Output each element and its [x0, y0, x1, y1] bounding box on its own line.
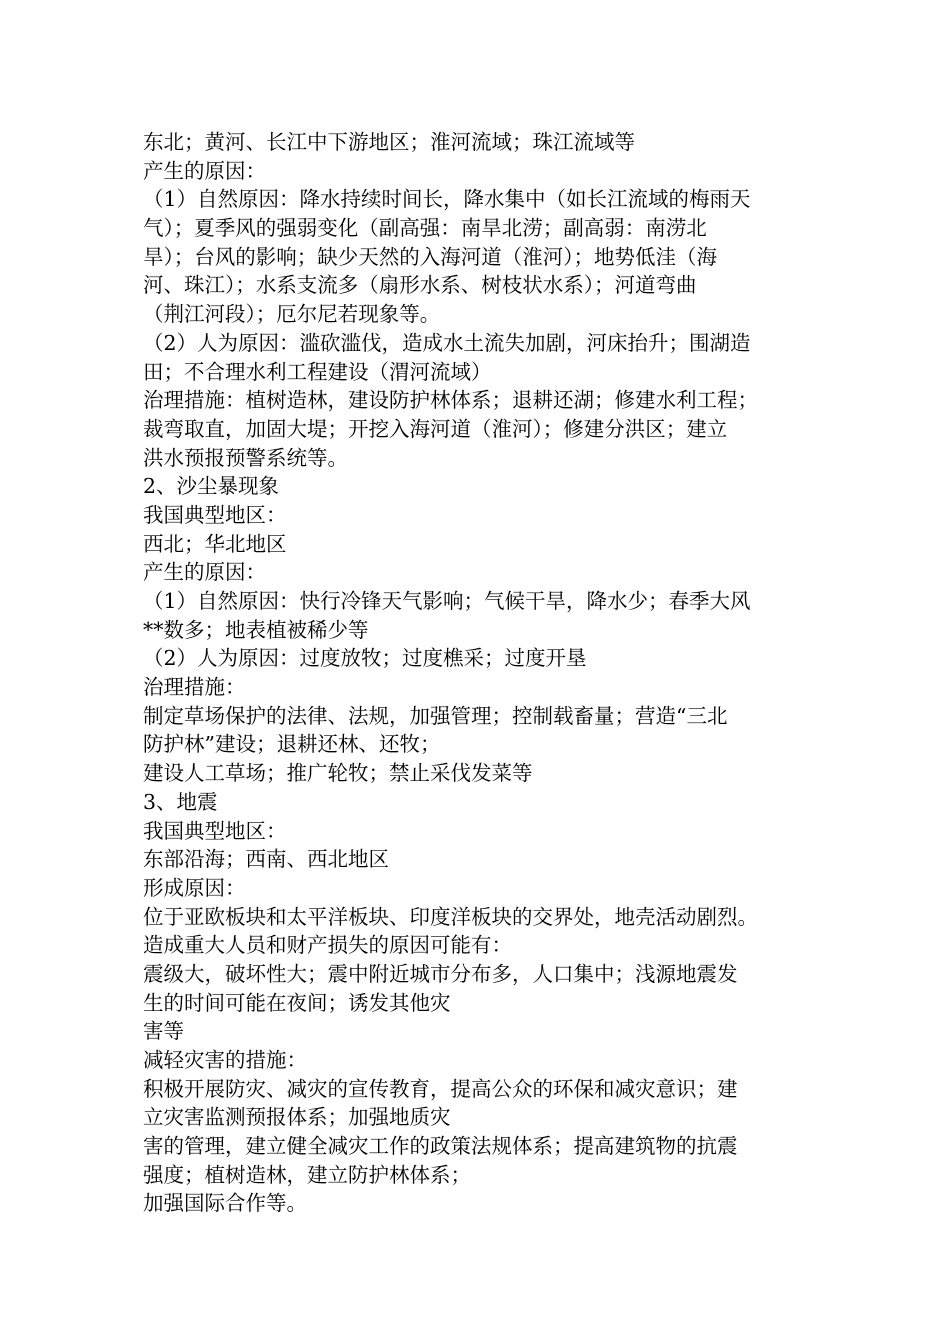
- text-line: 加强国际合作等。: [143, 1191, 307, 1216]
- text-line: 西北；华北地区: [143, 531, 287, 556]
- section-heading: 我国典型地区：: [143, 502, 287, 527]
- text-line: 河、珠江）；水系支流多（扇形水系、树枝状水系）；河道弯曲: [143, 273, 697, 298]
- text-line: 震级大，破坏性大；震中附近城市分布多，人口集中；浅源地震发: [143, 961, 738, 986]
- text-line: 害等: [143, 1019, 184, 1044]
- text-line: 制定草场保护的法律、法规，加强管理；控制载畜量；营造“三北: [143, 703, 728, 728]
- text-line: 裁弯取直，加固大堤；开挖入海河道（淮河）；修建分洪区；建立: [143, 416, 728, 441]
- text-line: 东北；黄河、长江中下游地区；淮河流域；珠江流域等: [143, 130, 635, 154]
- text-line: 建设人工草场；推广轮牧；禁止采伐发菜等: [143, 761, 533, 786]
- text-line: 强度；植树造林，建立防护林体系；: [143, 1162, 471, 1187]
- section-heading: 治理措施：: [143, 675, 246, 700]
- section-heading: 减轻灾害的措施：: [143, 1048, 307, 1072]
- text-line: 位于亚欧板块和太平洋板块、印度洋板块的交界处，地壳活动剧烈。: [143, 904, 758, 929]
- text-line: 积极开展防灾、减灾的宣传教育，提高公众的环保和减灾意识；建: [143, 1076, 738, 1101]
- section-title: 3、地震: [143, 789, 218, 814]
- text-line: （1）自然原因：降水持续时间长，降水集中（如长江流域的梅雨天: [143, 187, 751, 212]
- text-line: （荆江河段）；厄尔尼若现象等。: [143, 302, 441, 327]
- section-heading: 产生的原因：: [143, 158, 266, 183]
- section-heading: 造成重大人员和财产损失的原因可能有：: [143, 933, 512, 958]
- text-line: 立灾害监测预报体系；加强地质灾: [143, 1105, 451, 1130]
- document-body: [143, 128, 813, 1218]
- text-line: （1）自然原因：快行冷锋天气影响；气候干旱，降水少；春季大风: [143, 589, 751, 613]
- text-line: 洪水预报预警系统等。: [143, 445, 348, 470]
- text-line: （2）人为原因：滥砍滥伐，造成水土流失加剧，河床抬升；围湖造: [143, 330, 751, 355]
- text-line: 田；不合理水利工程建设（渭河流域）: [143, 359, 492, 384]
- section-title: 2、沙尘暴现象: [143, 474, 280, 499]
- text-line: 害的管理，建立健全减灾工作的政策法规体系；提高建筑物的抗震: [143, 1134, 738, 1159]
- text-line: **数多；地表植被稀少等: [143, 617, 369, 642]
- text-line: 旱）；台风的影响；缺少天然的入海河道（淮河）；地势低洼（海: [143, 244, 717, 269]
- text-line: 治理措施：植树造林，建设防护林体系；退耕还湖；修建水利工程；: [143, 388, 758, 413]
- text-line: 生的时间可能在夜间；诱发其他灾: [143, 990, 451, 1015]
- section-heading: 产生的原因：: [143, 560, 266, 585]
- text-line: 气）；夏季风的强弱变化（副高强：南旱北涝；副高弱：南涝北: [143, 216, 707, 241]
- text-line: 东部沿海；西南、西北地区: [143, 847, 389, 872]
- section-heading: 形成原因：: [143, 875, 246, 900]
- section-heading: 我国典型地区：: [143, 818, 287, 843]
- text-line: 防护林”建设；退耕还林、还牧；: [143, 732, 441, 757]
- text-line: （2）人为原因：过度放牧；过度樵采；过度开垦: [143, 646, 587, 671]
